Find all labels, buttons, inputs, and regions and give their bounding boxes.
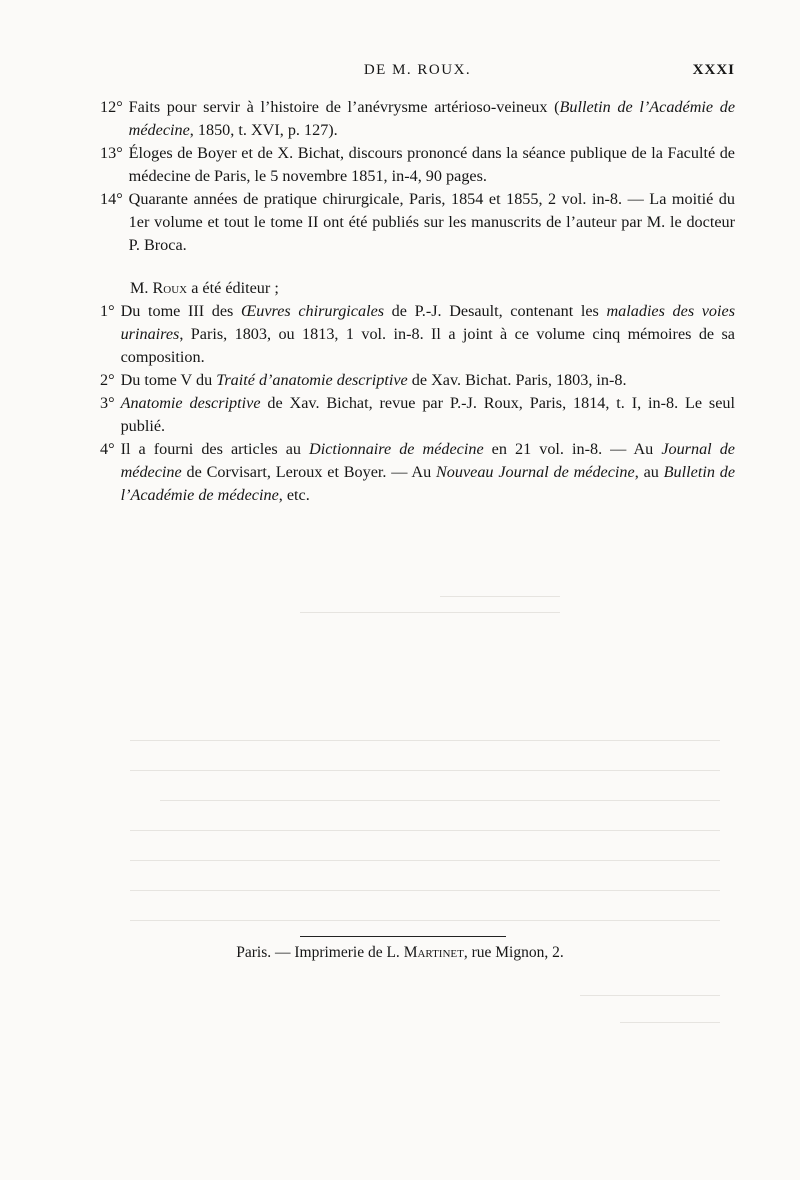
italic-title-text: Bulletin de l’Académie de médecine [120, 463, 736, 504]
text-segment: Il a fourni des articles au [120, 440, 310, 458]
text-segment: Du tome III des [120, 302, 241, 320]
show-through-line [440, 596, 560, 597]
show-through-line [130, 830, 720, 831]
text-segment: Quarante années de pratique chirurgicale, Paris, 1854 et 1855, 2 vol. in-8. — La moitié du 1er volume et tout le tome II ont été publiés sur les manuscrits de l’auteur par M. le docteur P. Broca. [128, 190, 735, 254]
editor-list [100, 300, 735, 507]
work-entry [100, 142, 735, 188]
italic-title-text: Anatomie descriptive [120, 394, 261, 412]
italic-title-text: Journal de médecine [120, 440, 735, 481]
work-entry-text [129, 142, 735, 188]
work-entry-number: 14° [100, 190, 123, 208]
editor-intro-name: Roux [152, 279, 188, 297]
work-entry-text [129, 188, 735, 257]
text-segment: , Paris, 1803, ou 1813, 1 vol. in-8. Il a joint à ce volume cinq mémoires de sa composition. [120, 325, 735, 366]
text-segment: de Corvisart, Leroux et Boyer. — Au [181, 463, 436, 481]
text-segment: de P.-J. Desault, contenant les [384, 302, 607, 320]
show-through-line [580, 995, 720, 996]
edition-entry-text [121, 392, 735, 438]
edition-entry [100, 392, 735, 438]
work-entry-text [129, 96, 735, 142]
edition-entry-text [121, 300, 735, 369]
show-through-line [160, 800, 720, 801]
text-segment: , au [634, 463, 664, 481]
show-through-line [130, 890, 720, 891]
text-segment: Éloges de Boyer et de X. Bichat, discours prononcé dans la séance publique de la Faculté de médecine de Paris, le 5 novembre 1851, in-4, 90 pages. [128, 144, 735, 185]
imprint-suffix: , rue Mignon, 2. [463, 944, 564, 961]
running-title: DE M. ROUX. [363, 62, 472, 78]
works-list [100, 96, 735, 257]
edition-entry [100, 369, 735, 392]
show-through-line [130, 770, 720, 771]
editor-intro [100, 277, 735, 300]
running-head [100, 62, 735, 84]
imprint-printer-name: Martinet [403, 944, 464, 961]
paragraph-gap [100, 257, 735, 277]
edition-entry-number: 1° [100, 302, 115, 320]
text-segment: en 21 vol. in-8. — Au [483, 440, 662, 458]
italic-title-text: Dictionnaire de médecine [309, 440, 484, 458]
italic-title-text: Bulletin de l’Académie de médecine [128, 98, 736, 139]
show-through-line [130, 920, 720, 921]
italic-title-text: Œuvres chirurgicales [240, 302, 385, 320]
show-through-line [300, 612, 560, 613]
work-entry-number: 12° [100, 98, 123, 116]
text-segment: , 1850, t. XVI, p. 127). [189, 121, 338, 139]
edition-entry [100, 300, 735, 369]
italic-title-text: Traité d’anatomie descriptive [216, 371, 408, 389]
edition-entry-text [121, 369, 735, 392]
text-segment: Du tome V du [120, 371, 217, 389]
work-entry [100, 96, 735, 142]
edition-entry-number: 3° [100, 394, 115, 412]
text-segment: , etc. [278, 486, 310, 504]
show-through-line [130, 740, 720, 741]
italic-title-text: maladies des voies urinaires [120, 302, 736, 343]
printer-imprint [100, 944, 700, 962]
text-segment: Faits pour servir à l’histoire de l’anévrysme artérioso-veineux ( [128, 98, 560, 116]
show-through-line [130, 860, 720, 861]
work-entry-number: 13° [100, 144, 123, 162]
editor-intro-prefix: M. [130, 279, 153, 297]
show-through-line [620, 1022, 720, 1023]
footer-rule [300, 936, 506, 937]
work-entry [100, 188, 735, 257]
edition-entry-number: 2° [100, 371, 115, 389]
editor-intro-suffix: a été éditeur ; [187, 279, 279, 297]
edition-entry-text [121, 438, 735, 507]
page-number: XXXI [692, 62, 735, 78]
text-segment: de Xav. Bichat, revue par P.-J. Roux, Paris, 1814, t. I, in-8. Le seul publié. [120, 394, 736, 435]
text-segment: de Xav. Bichat. Paris, 1803, in-8. [407, 371, 627, 389]
italic-title-text: Nouveau Journal de médecine [435, 463, 635, 481]
imprint-prefix: Paris. — Imprimerie de L. [236, 944, 404, 961]
main-text [100, 96, 735, 507]
edition-entry-number: 4° [100, 440, 115, 458]
edition-entry [100, 438, 735, 507]
